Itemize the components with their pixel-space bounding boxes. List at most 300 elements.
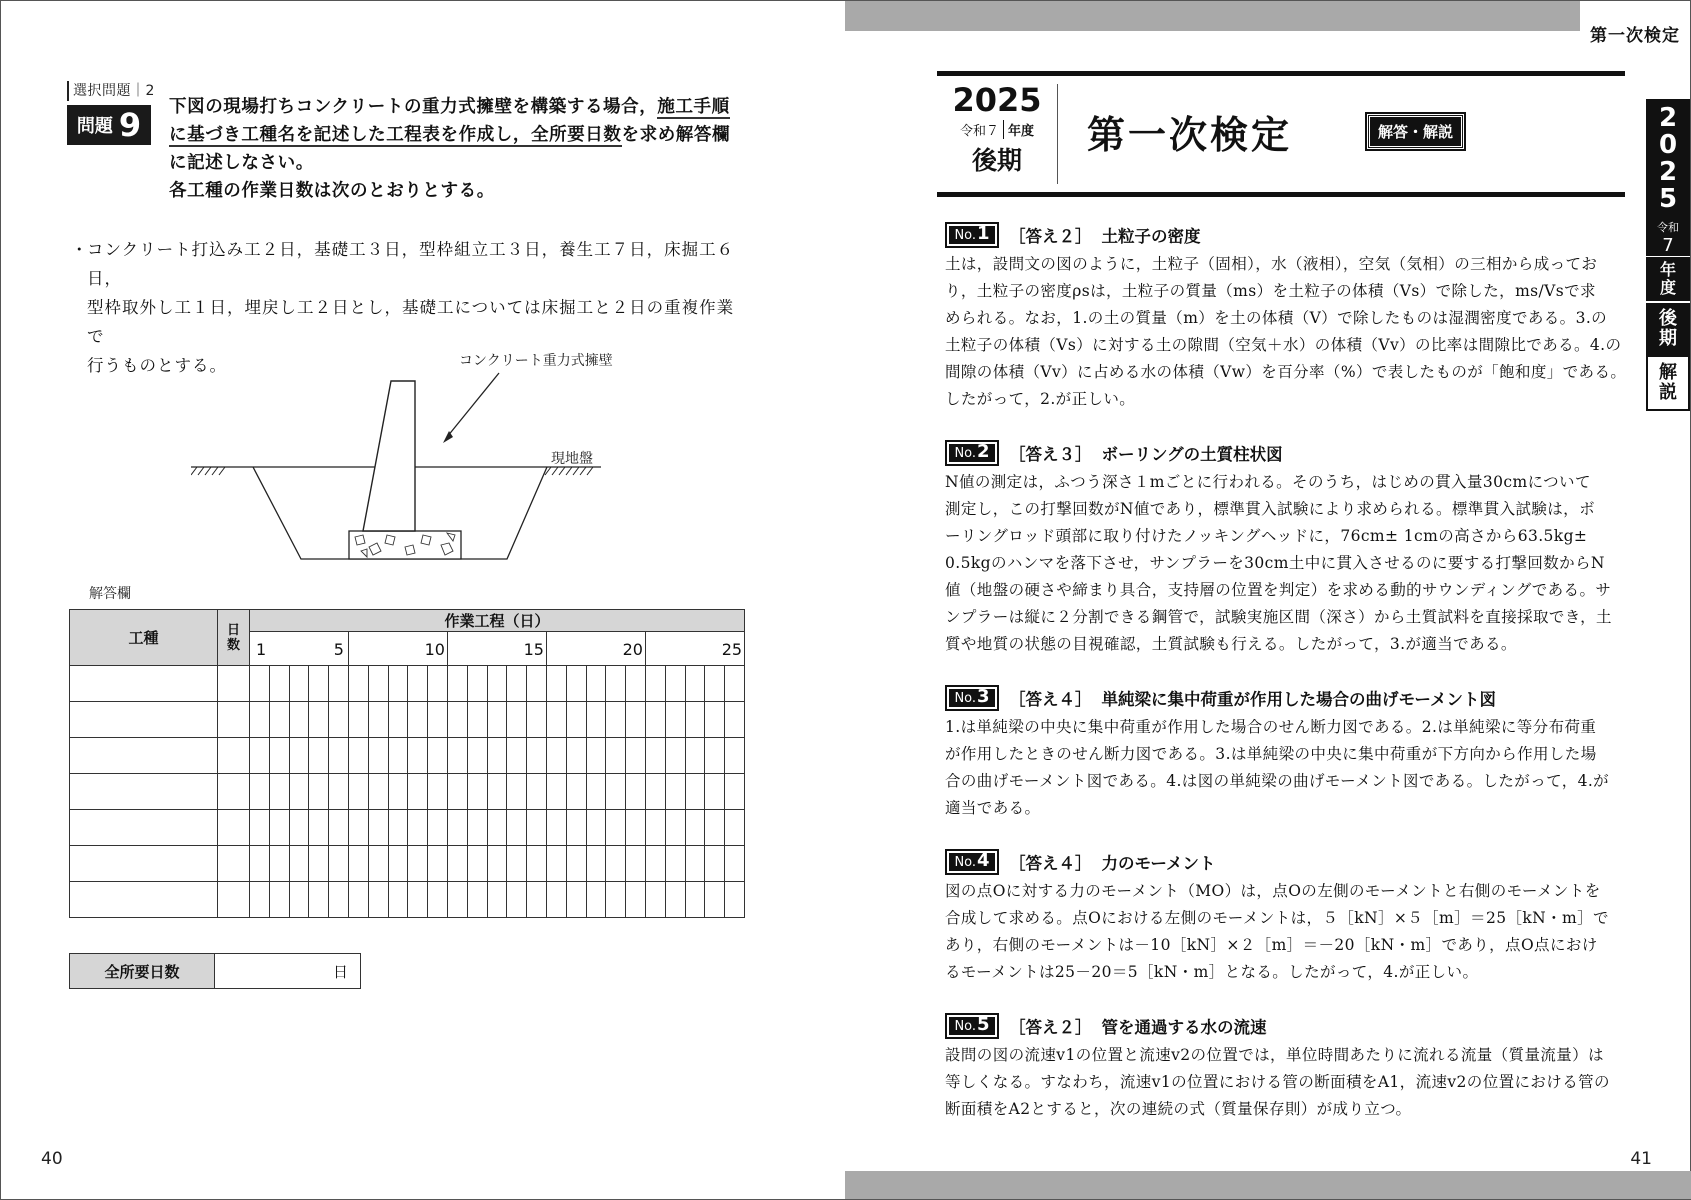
day-cell[interactable] [289,846,309,882]
day-cell[interactable] [487,702,507,738]
day-cell[interactable] [269,702,289,738]
total-days-label: 全所要日数 [70,954,215,988]
day-cell[interactable] [250,774,270,810]
answer-number: 2 [977,441,990,462]
day-cell[interactable] [447,846,467,882]
days-cell[interactable] [218,810,250,846]
day-cell[interactable] [527,810,547,846]
day-cell[interactable] [368,846,388,882]
answer-number: 1 [977,223,990,244]
day-cell[interactable] [705,702,725,738]
day-cell[interactable] [428,738,448,774]
header-kousyu: 工種 [70,610,218,666]
day-cell[interactable] [546,774,566,810]
retaining-wall [363,381,415,531]
ground-label: 現地盤 [551,451,593,467]
day-cell[interactable] [447,810,467,846]
day-cell[interactable] [250,810,270,846]
explanation-line: 設問の図の流速v1の位置と流速v2の位置では，単位時間あたりに流れる流量（質量流量）は [945,1046,1604,1064]
day-cell[interactable] [626,666,646,702]
day-cell[interactable] [487,738,507,774]
answer-number-prefix: No. [954,691,977,706]
side-year-digit-1: 2 [1658,103,1678,133]
exam-term: 後期 [971,146,1022,175]
day-cell[interactable] [725,810,745,846]
day-cell[interactable] [329,846,349,882]
day-cell[interactable] [725,774,745,810]
answer-number-badge [945,1013,999,1039]
answer-explanation [945,878,1635,986]
day-cell[interactable] [606,738,626,774]
day-cell[interactable] [428,666,448,702]
day-cell[interactable] [566,774,586,810]
answer-choice: ［答え２］ [1009,227,1092,246]
day-cell[interactable] [329,666,349,702]
day-cell[interactable] [546,846,566,882]
day-cell[interactable] [507,810,527,846]
answer-choice: ［答え３］ [1009,445,1092,464]
day-cell[interactable] [527,702,547,738]
day-cell[interactable] [428,846,448,882]
day-cell[interactable] [348,702,368,738]
day-cell[interactable] [606,882,626,918]
question-text [169,93,749,205]
day-cell[interactable] [725,702,745,738]
day-cell[interactable] [289,810,309,846]
question-line-1 [169,93,749,121]
right-page [845,0,1691,1200]
left-page [0,0,845,1200]
day-cell[interactable] [527,666,547,702]
wall-leader-line [447,373,499,437]
days-cell[interactable] [218,774,250,810]
side-year-digit-4: 5 [1658,184,1678,214]
scale-label: 5 [333,640,344,659]
answer-explanation [945,1042,1635,1123]
day-cell[interactable] [645,666,665,702]
schedule-row [70,702,745,738]
day-cell[interactable] [269,774,289,810]
day-cell[interactable] [250,702,270,738]
day-cell[interactable] [705,666,725,702]
day-cell[interactable] [546,666,566,702]
day-cell[interactable] [289,666,309,702]
day-cell[interactable] [428,882,448,918]
day-cell[interactable] [586,810,606,846]
day-cell[interactable] [329,738,349,774]
day-cell[interactable] [269,846,289,882]
day-cell[interactable] [348,882,368,918]
day-cell[interactable] [447,774,467,810]
ground-hatch-left [191,467,225,475]
day-cell[interactable] [645,882,665,918]
day-cell[interactable] [408,882,428,918]
day-cell[interactable] [487,774,507,810]
day-cell[interactable] [250,666,270,702]
day-cell[interactable] [685,774,705,810]
day-cell[interactable] [329,882,349,918]
day-cell[interactable] [388,882,408,918]
day-cell[interactable] [269,738,289,774]
question-line-1b: 施工手順 [657,97,730,117]
question-line-4: 各工種の作業日数は次のとおりとする。 [169,181,495,201]
page-number-left: 40 [41,1149,63,1169]
day-cell[interactable] [348,738,368,774]
day-cell[interactable] [368,774,388,810]
answer-heading [945,848,1635,876]
day-cell[interactable] [685,666,705,702]
day-cell[interactable] [507,774,527,810]
retaining-wall-diagram [191,351,621,571]
day-cell[interactable] [665,810,685,846]
day-cell[interactable] [309,738,329,774]
day-cell[interactable] [705,738,725,774]
exam-year: 2025 [952,81,1042,119]
day-cell[interactable] [665,846,685,882]
days-cell[interactable] [218,846,250,882]
scale-label: 20 [622,640,643,659]
day-cell[interactable] [546,882,566,918]
schedule-table [69,609,745,918]
schedule-row [70,846,745,882]
day-cell[interactable] [626,882,646,918]
day-cell[interactable] [725,846,745,882]
day-cell[interactable] [447,666,467,702]
question-line-3: に記述しなさい。 [169,153,314,173]
scale-label: 15 [523,640,544,659]
day-cell[interactable] [289,738,309,774]
day-cell[interactable] [388,774,408,810]
question-badge [67,81,155,145]
kousyu-cell[interactable] [70,846,218,882]
answer-list [945,221,1635,1149]
day-cell[interactable] [705,774,725,810]
day-cell[interactable] [685,738,705,774]
day-cell[interactable] [309,846,329,882]
total-days-input[interactable] [215,954,360,988]
day-cell[interactable] [487,846,507,882]
day-cell[interactable] [309,702,329,738]
question-line-2c: を求め解答欄 [621,125,731,145]
ground-hatch-right [545,467,593,475]
day-cell[interactable] [725,882,745,918]
day-cell[interactable] [566,810,586,846]
days-cell[interactable] [218,882,250,918]
explanation-line: り，土粒子の密度ρsは，土粒子の質量（ms）を土粒子の体積（Vs）で除した，ms/Vsで求 [945,282,1596,300]
day-cell[interactable] [507,702,527,738]
day-cell[interactable] [408,846,428,882]
exam-header [937,71,1625,197]
day-cell[interactable] [645,702,665,738]
day-cell[interactable] [269,882,289,918]
day-cell[interactable] [348,846,368,882]
day-cell[interactable] [685,702,705,738]
day-cell[interactable] [428,774,448,810]
header-days [218,610,250,666]
day-cell[interactable] [309,882,329,918]
day-cell[interactable] [487,882,507,918]
day-cell[interactable] [546,738,566,774]
day-cell[interactable] [408,738,428,774]
day-cell[interactable] [606,774,626,810]
day-cell[interactable] [348,666,368,702]
day-cell[interactable] [467,774,487,810]
day-cell[interactable] [368,702,388,738]
answer-number-prefix: No. [954,228,977,243]
side-index-tab[interactable] [1646,99,1690,411]
explanation-line: ンプラーは縦に２分割できる鋼管で，試験実施区間（深さ）から土質試料を直接採取でき，土 [945,608,1612,626]
day-cell[interactable] [566,666,586,702]
day-cell[interactable] [665,774,685,810]
day-cell[interactable] [626,774,646,810]
scale-group [645,632,744,666]
day-cell[interactable] [546,810,566,846]
day-cell[interactable] [566,702,586,738]
answer-number-badge [945,685,999,711]
exam-title: 第一次検定 [1087,113,1293,157]
day-cell[interactable] [388,810,408,846]
scale-group [447,632,546,666]
answer-choice: ［答え２］ [1009,1018,1092,1037]
explanation-line: 適当である。 [945,799,1041,817]
scale-group [250,632,349,666]
day-cell[interactable] [487,810,507,846]
day-cell[interactable] [309,810,329,846]
day-cell[interactable] [447,702,467,738]
day-cell[interactable] [626,810,646,846]
day-cell[interactable] [250,882,270,918]
scale-label: 10 [424,640,445,659]
kousyu-cell[interactable] [70,810,218,846]
answer-title: 管を通過する水の流速 [1101,1018,1267,1037]
kousyu-cell[interactable] [70,738,218,774]
answer-heading [945,221,1635,249]
day-cell[interactable] [685,810,705,846]
day-cell[interactable] [289,774,309,810]
day-cell[interactable] [507,738,527,774]
schedule-row [70,738,745,774]
day-cell[interactable] [408,810,428,846]
day-cell[interactable] [447,882,467,918]
answer-area-label: 解答欄 [89,586,131,602]
day-cell[interactable] [586,846,606,882]
day-cell[interactable] [428,810,448,846]
explanation-line: あり，右側のモーメントは－10［kN］×２［m］＝－20［kN・m］であり，点O点におけ [945,936,1598,954]
answer-item [945,221,1635,413]
exam-nendo: 年度 [1003,120,1034,139]
day-cell[interactable] [586,666,606,702]
day-cell[interactable] [586,774,606,810]
day-cell[interactable] [527,882,547,918]
exam-era-name: 令和７ [959,124,999,139]
conditions-line-1: コンクリート打込み工２日，基礎工３日，型枠組立工３日，養生工７日，床掘工６日， [87,240,735,288]
day-cell[interactable] [527,774,547,810]
day-cell[interactable] [408,702,428,738]
wall-label: コンクリート重力式擁壁 [459,353,613,369]
explanation-line: 値（地盤の硬さや締まり具合，支持層の位置を判定）を求める動的サウンディングである。サ [945,581,1612,599]
explanation-line: が作用したときのせん断力図である。3.は単純梁の中央に集中荷重が下方向から作用した場 [945,745,1597,763]
kousyu-cell[interactable] [70,774,218,810]
day-cell[interactable] [566,846,586,882]
day-cell[interactable] [428,702,448,738]
explanation-line: 合成して求める。点Oにおける左側のモーメントは，５［kN］×５［m］＝25［kN・m］で [945,909,1609,927]
day-cell[interactable] [566,882,586,918]
header-days-1: 日 [226,622,240,638]
day-cell[interactable] [566,738,586,774]
header-process: 作業工程（日） [250,610,745,632]
conditions-line-2: 型枠取外し工１日，埋戻し工２日とし，基礎工については床掘工と２日の重複作業で [87,298,735,346]
day-cell[interactable] [250,738,270,774]
day-cell[interactable] [665,738,685,774]
day-cell[interactable] [645,846,665,882]
question-line-2a: に基づき工種名を記述した工程表を作成し， [169,125,531,145]
day-cell[interactable] [606,666,626,702]
day-cell[interactable] [250,846,270,882]
day-cell[interactable] [467,810,487,846]
header-days-2: 数 [226,637,240,653]
day-cell[interactable] [527,846,547,882]
day-cell[interactable] [665,702,685,738]
day-cell[interactable] [388,846,408,882]
answer-explanation-badge: 解答・解説 [1367,114,1464,149]
side-tab-era: 令和 [1657,221,1679,234]
day-cell[interactable] [269,666,289,702]
day-cell[interactable] [606,846,626,882]
explanation-line: 断面積をA2とすると，次の連続の式（質量保存則）が成り立つ。 [945,1100,1412,1118]
day-cell[interactable] [289,702,309,738]
day-cell[interactable] [527,738,547,774]
day-cell[interactable] [467,702,487,738]
day-cell[interactable] [645,738,665,774]
wall-leader-arrow [443,431,453,443]
days-cell[interactable] [218,738,250,774]
explanation-line: 図の点Oに対する力のモーメント（MO）は，点Oの左側のモーメントと右側のモーメントを [945,882,1601,900]
answer-item [945,439,1635,658]
day-cell[interactable] [289,882,309,918]
day-cell[interactable] [705,882,725,918]
day-cell[interactable] [467,882,487,918]
schedule-row [70,810,745,846]
total-days-box [69,953,361,989]
answer-explanation [945,469,1635,658]
day-cell[interactable] [606,810,626,846]
day-cell[interactable] [408,666,428,702]
day-cell[interactable] [685,846,705,882]
explanation-line: 0.5kgのハンマを落下させ，サンプラーを30cm土中に貫入させるのに要する打撃回数からN [945,554,1605,572]
day-cell[interactable] [685,882,705,918]
day-cell[interactable] [705,810,725,846]
day-cell[interactable] [665,882,685,918]
explanation-line: 質や地質の状態の目視確認，土質試験も行える。したがって，3.が適当である。 [945,635,1517,653]
days-cell[interactable] [218,666,250,702]
day-cell[interactable] [309,666,329,702]
day-cell[interactable] [586,702,606,738]
day-cell[interactable] [348,774,368,810]
day-cell[interactable] [408,774,428,810]
total-days-unit: 日 [332,962,348,981]
day-cell[interactable] [329,774,349,810]
side-tab-era-num: 7 [1662,235,1674,256]
question-line-1a: 下図の現場打ちコンクリートの重力式擁壁を構築する場合， [169,97,658,117]
explanation-line: められる。なお，1.の土の質量（m）を土の体積（V）で除したものは湿潤密度である。3.の [945,309,1608,327]
kousyu-cell[interactable] [70,666,218,702]
day-cell[interactable] [388,666,408,702]
conditions-bullet: ・ [71,240,89,259]
day-cell[interactable] [388,702,408,738]
day-cell[interactable] [368,810,388,846]
side-tab-kaisetsu: 解 説 [1646,355,1690,411]
explanation-line: したがって，2.が正しい。 [945,390,1136,408]
day-cell[interactable] [368,666,388,702]
day-cell[interactable] [645,774,665,810]
kousyu-cell[interactable] [70,882,218,918]
day-cell[interactable] [388,738,408,774]
answer-item [945,1012,1635,1123]
day-cell[interactable] [467,738,487,774]
day-cell[interactable] [626,738,646,774]
schedule-row [70,774,745,810]
day-cell[interactable] [725,666,745,702]
day-cell[interactable] [705,846,725,882]
question-word: 問題 [76,116,113,137]
scale-label: 1 [256,640,267,659]
top-band [845,1,1685,31]
day-cell[interactable] [665,666,685,702]
answer-choice: ［答え４］ [1009,690,1092,709]
days-cell[interactable] [218,702,250,738]
answer-number: 4 [977,850,990,871]
day-cell[interactable] [606,702,626,738]
scale-label: 25 [721,640,743,659]
day-cell[interactable] [586,882,606,918]
bottom-band [845,1171,1691,1199]
question-number: 9 [118,106,142,144]
answer-heading [945,1012,1635,1040]
day-cell[interactable] [487,666,507,702]
day-cell[interactable] [447,738,467,774]
day-cell[interactable] [329,810,349,846]
day-cell[interactable] [507,666,527,702]
day-cell[interactable] [269,810,289,846]
day-cell[interactable] [507,882,527,918]
answer-number-badge [945,440,999,466]
answer-choice: ［答え４］ [1009,854,1092,873]
answer-number-badge [945,222,999,248]
day-cell[interactable] [626,702,646,738]
day-cell[interactable] [626,846,646,882]
day-cell[interactable] [725,738,745,774]
day-cell[interactable] [467,666,487,702]
day-cell[interactable] [348,810,368,846]
day-cell[interactable] [546,702,566,738]
day-cell[interactable] [368,738,388,774]
explanation-line: 1.は単純梁の中央に集中荷重が作用した場合のせん断力図である。2.は単純梁に等分布荷重 [945,718,1597,736]
page-number-right: 41 [1630,1149,1652,1169]
day-cell[interactable] [645,810,665,846]
side-tab-year [1646,99,1690,213]
day-cell[interactable] [467,846,487,882]
answer-item [945,684,1635,822]
header-divider [1057,84,1058,184]
explanation-line: 合の曲げモーメント図である。4.は図の単純梁の曲げモーメント図である。したがって，4.が [945,772,1610,790]
answer-number-prefix: No. [954,1019,977,1034]
day-cell[interactable] [586,738,606,774]
day-cell[interactable] [368,882,388,918]
day-cell[interactable] [507,846,527,882]
day-cell[interactable] [329,702,349,738]
day-cell[interactable] [309,774,329,810]
kousyu-cell[interactable] [70,702,218,738]
